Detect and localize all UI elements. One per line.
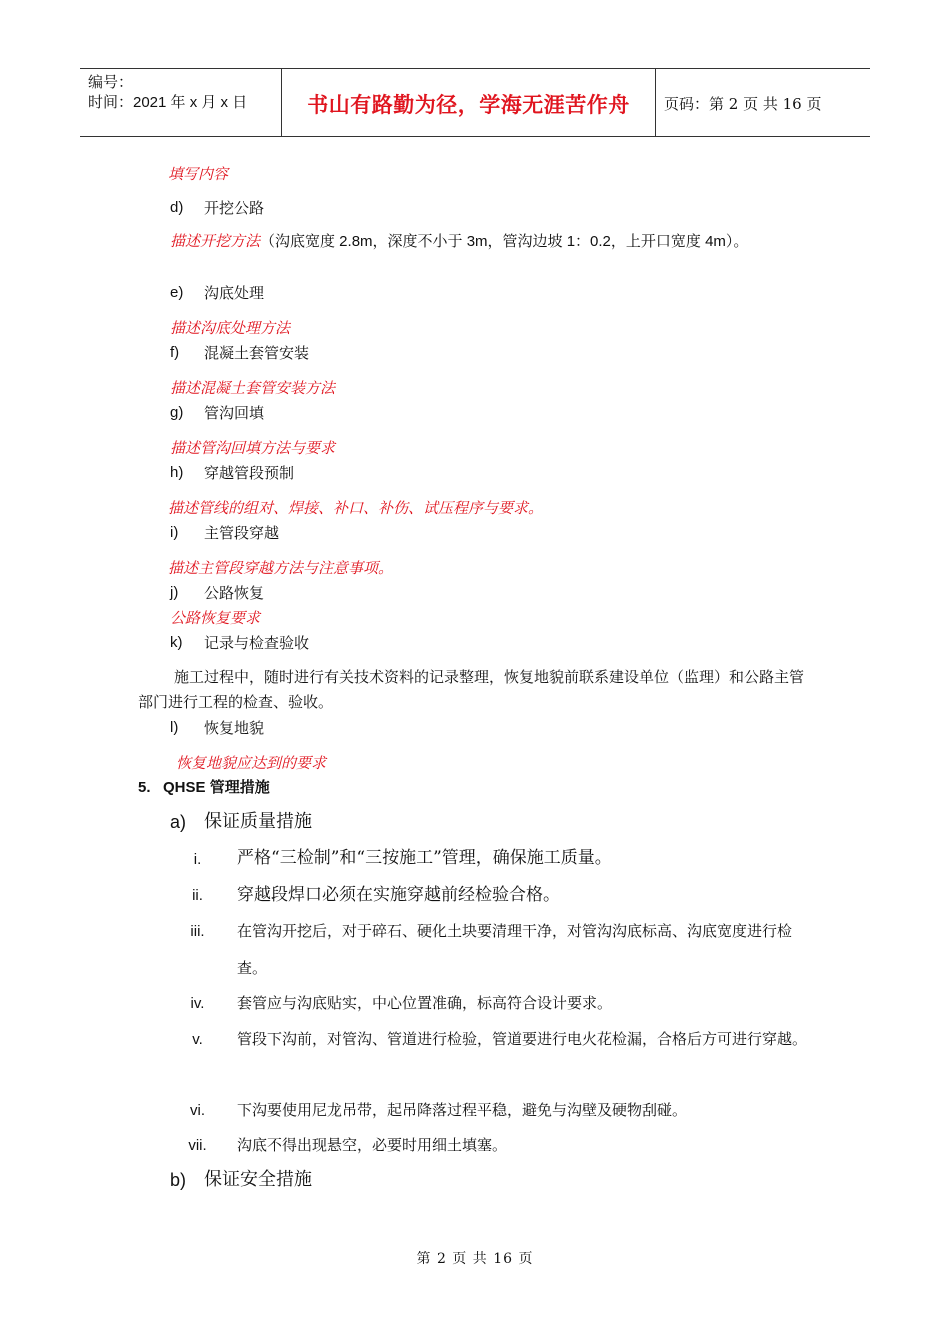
quality-item-text: 沟底不得出现悬空，必要时用细土填塞。 bbox=[237, 1136, 508, 1154]
page-header bbox=[80, 68, 870, 137]
item-label-i: i) bbox=[170, 524, 179, 541]
document-date: 时间：2021 年 x 月 x 日 bbox=[88, 94, 248, 111]
item-label-k: k) bbox=[170, 634, 183, 651]
quality-item-number: ii. bbox=[192, 887, 203, 904]
safety-label: b) bbox=[170, 1170, 187, 1190]
item-text-k: 记录与检查验收 bbox=[204, 634, 310, 652]
excavation-method-spec: （沟底宽度 2.8m，深度不小于 3m，管沟边坡 1：0.2，上开口宽度 4m）。 bbox=[260, 233, 749, 250]
page-footer: 第 2 页 共 16 页 bbox=[416, 1251, 534, 1267]
quality-item-number: v. bbox=[192, 1031, 203, 1048]
header-motto-cell bbox=[282, 69, 656, 136]
item-label-g: g) bbox=[170, 404, 184, 421]
item-label-f: f) bbox=[170, 344, 180, 361]
quality-item-text: 下沟要使用尼龙吊带，起吊降落过程平稳，避免与沟壁及硬物刮碰。 bbox=[237, 1101, 688, 1119]
prefab-hint: 描述管线的组对、焊接、补口、补伤、试压程序与要求。 bbox=[168, 499, 544, 517]
landform-hint: 恢复地貌应达到的要求 bbox=[176, 754, 327, 772]
backfill-hint: 描述管沟回填方法与要求 bbox=[170, 439, 336, 457]
document-number-label: 编号： bbox=[88, 74, 134, 91]
quality-item-text: 穿越段焊口必须在实施穿越前经检验合格。 bbox=[237, 885, 560, 905]
header-page-cell bbox=[656, 69, 870, 136]
quality-item-text: 管段下沟前，对管沟、管道进行检验，管道要进行电火花检漏，合格后方可进行穿越。 bbox=[237, 1030, 808, 1048]
header-page-info: 页码：第 2 页 共 16 页 bbox=[664, 95, 822, 113]
quality-item-number: vi. bbox=[190, 1102, 205, 1119]
item-label-e: e) bbox=[170, 284, 184, 301]
quality-measures-title: 保证质量措施 bbox=[204, 811, 312, 832]
safety-measures-title: 保证安全措施 bbox=[204, 1169, 312, 1190]
quality-label: a) bbox=[170, 812, 187, 832]
main-crossing-hint: 描述主管段穿越方法与注意事项。 bbox=[168, 559, 394, 577]
excavation-method-hint: 描述开挖方法 bbox=[170, 232, 261, 250]
item-text-l: 恢复地貌 bbox=[204, 719, 265, 737]
quality-item-number: i. bbox=[193, 851, 202, 868]
item-text-f: 混凝土套管安装 bbox=[204, 344, 310, 362]
item-text-j: 公路恢复 bbox=[204, 584, 265, 602]
quality-item-number: iv. bbox=[190, 995, 205, 1012]
quality-item-text: 套管应与沟底贴实，中心位置准确，标高符合设计要求。 bbox=[237, 994, 613, 1012]
item-label-d: d) bbox=[170, 199, 184, 216]
section-heading: 5. QHSE 管理措施 bbox=[138, 779, 270, 796]
trench-bottom-hint: 描述沟底处理方法 bbox=[170, 319, 291, 337]
record-paragraph: 施工过程中，随时进行有关技术资料的记录整理，恢复地貌前联系建设单位（监理）和公路主管部门进行工程的检查、验收。 bbox=[138, 668, 805, 711]
quality-item-text: 在管沟开挖后，对于碎石、硬化土块要清理干净，对管沟沟底标高、沟底宽度进行检查。 bbox=[237, 922, 793, 977]
item-text-g: 管沟回填 bbox=[204, 404, 265, 422]
excavation-method-note bbox=[138, 229, 818, 254]
casing-install-hint: 描述混凝土套管安装方法 bbox=[170, 379, 336, 397]
road-restore-hint: 公路恢复要求 bbox=[170, 609, 261, 627]
item-label-j: j) bbox=[170, 584, 179, 601]
quality-item-text: 严格“三检制”和“三按施工”管理，确保施工质量。 bbox=[237, 848, 612, 868]
item-label-h: h) bbox=[170, 464, 184, 481]
item-label-l: l) bbox=[170, 719, 179, 736]
item-text-i: 主管段穿越 bbox=[204, 524, 280, 542]
item-text-h: 穿越管段预制 bbox=[204, 464, 295, 482]
header-meta-cell bbox=[80, 69, 282, 136]
quality-item-number: iii. bbox=[190, 923, 205, 940]
item-text-d: 开挖公路 bbox=[204, 199, 265, 217]
item-text-e: 沟底处理 bbox=[204, 284, 265, 302]
quality-item-number: vii. bbox=[188, 1137, 207, 1154]
fill-content-hint: 填写内容 bbox=[168, 165, 229, 183]
header-motto: 书山有路勤为径，学海无涯苦作舟 bbox=[307, 92, 630, 117]
